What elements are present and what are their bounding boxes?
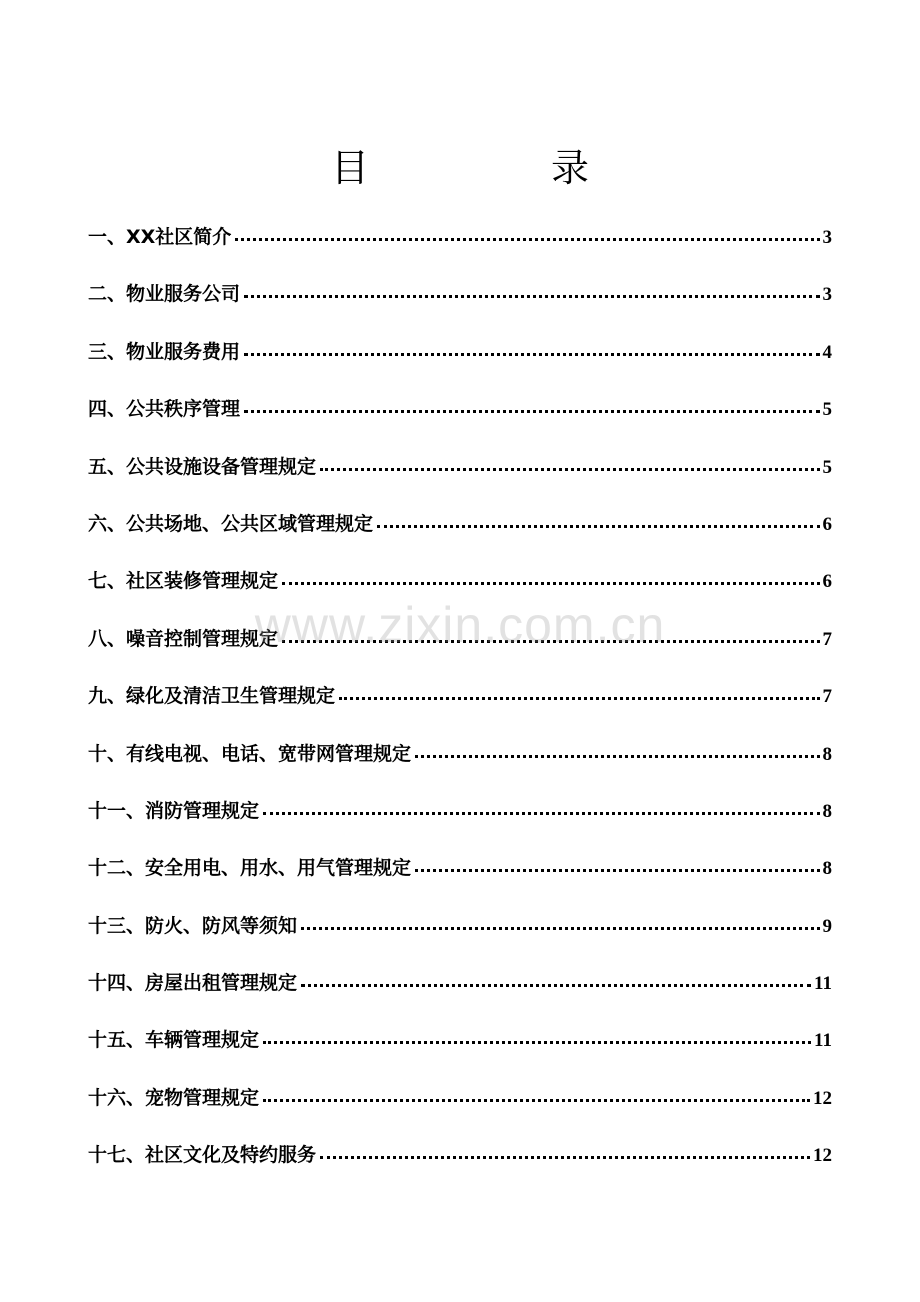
toc-entry[interactable] <box>88 448 832 505</box>
toc-entry[interactable] <box>88 1136 832 1193</box>
toc-entry-label: 十五、车辆管理规定 <box>88 1029 260 1052</box>
toc-entry[interactable] <box>88 1021 832 1078</box>
toc-leader-dots <box>263 1039 811 1044</box>
toc-entry[interactable] <box>88 735 832 792</box>
toc-leader-dots <box>244 351 819 356</box>
toc-leader-dots <box>263 1097 810 1102</box>
toc-entry-label: 十二、安全用电、用水、用气管理规定 <box>88 857 412 880</box>
toc-entry[interactable] <box>88 275 832 332</box>
toc-entry-page: 5 <box>822 399 832 421</box>
toc-entry-page: 8 <box>822 800 832 822</box>
toc-entry-page: 11 <box>814 1030 832 1052</box>
toc-leader-dots <box>235 236 819 241</box>
toc-entry-label: 七、社区装修管理规定 <box>88 570 279 593</box>
toc-entry-page: 6 <box>822 571 832 593</box>
toc-entry[interactable] <box>88 792 832 849</box>
toc-entry-page: 7 <box>822 628 832 650</box>
table-of-contents <box>88 218 832 1194</box>
toc-entry-page: 11 <box>814 973 832 995</box>
toc-entry[interactable] <box>88 907 832 964</box>
toc-entry[interactable] <box>88 677 832 734</box>
toc-entry-label: 二、物业服务公司 <box>88 283 241 306</box>
toc-entry-label: 十六、宠物管理规定 <box>88 1086 260 1109</box>
toc-entry[interactable] <box>88 849 832 906</box>
toc-entry[interactable] <box>88 620 832 677</box>
toc-entry[interactable] <box>88 1079 832 1136</box>
toc-leader-dots <box>415 753 819 758</box>
toc-entry[interactable] <box>88 333 832 390</box>
page-title: 目 录 <box>330 146 661 190</box>
toc-leader-dots <box>282 580 819 585</box>
toc-entry-label: 四、公共秩序管理 <box>88 398 241 421</box>
toc-leader-dots <box>244 293 819 298</box>
toc-entry-label: 十七、社区文化及特约服务 <box>88 1144 317 1167</box>
toc-leader-dots <box>244 408 819 413</box>
toc-leader-dots <box>282 638 819 643</box>
toc-entry-label: 八、噪音控制管理规定 <box>88 627 279 650</box>
toc-entry-page: 3 <box>822 227 832 248</box>
toc-entry-label: 一、XX社区简介 <box>88 226 232 248</box>
toc-leader-dots <box>339 695 819 700</box>
watermark: www.zixin.com.cn <box>254 597 666 653</box>
toc-leader-dots <box>320 466 819 471</box>
toc-entry-label: 十三、防火、防风等须知 <box>88 914 298 937</box>
toc-entry[interactable] <box>88 218 832 275</box>
toc-entry[interactable] <box>88 964 832 1021</box>
toc-entry-label: 十四、房屋出租管理规定 <box>88 972 298 995</box>
toc-entry-page: 9 <box>822 915 832 937</box>
toc-entry-page: 12 <box>813 1145 832 1167</box>
toc-leader-dots <box>263 810 819 815</box>
toc-entry-page: 8 <box>822 858 832 880</box>
toc-entry-label: 十、有线电视、电话、宽带网管理规定 <box>88 742 412 765</box>
toc-leader-dots <box>377 523 819 528</box>
toc-entry[interactable] <box>88 562 832 619</box>
toc-entry[interactable] <box>88 390 832 447</box>
toc-leader-dots <box>320 1154 810 1159</box>
toc-entry-page: 12 <box>813 1087 832 1109</box>
toc-entry-page: 8 <box>822 743 832 765</box>
toc-leader-dots <box>415 867 819 872</box>
toc-entry-label: 九、绿化及清洁卫生管理规定 <box>88 685 336 708</box>
toc-entry-label: 三、物业服务费用 <box>88 340 241 363</box>
toc-entry-page: 5 <box>822 456 832 478</box>
toc-entry-page: 4 <box>822 341 832 363</box>
toc-entry-page: 7 <box>822 686 832 708</box>
toc-entry-page: 3 <box>822 284 832 306</box>
toc-entry-page: 6 <box>822 513 832 535</box>
toc-entry-label: 十一、消防管理规定 <box>88 799 260 822</box>
toc-leader-dots <box>301 925 819 930</box>
toc-leader-dots <box>301 982 811 987</box>
toc-entry-label: 五、公共设施设备管理规定 <box>88 455 317 478</box>
toc-entry[interactable] <box>88 505 832 562</box>
toc-entry-label: 六、公共场地、公共区域管理规定 <box>88 512 374 535</box>
